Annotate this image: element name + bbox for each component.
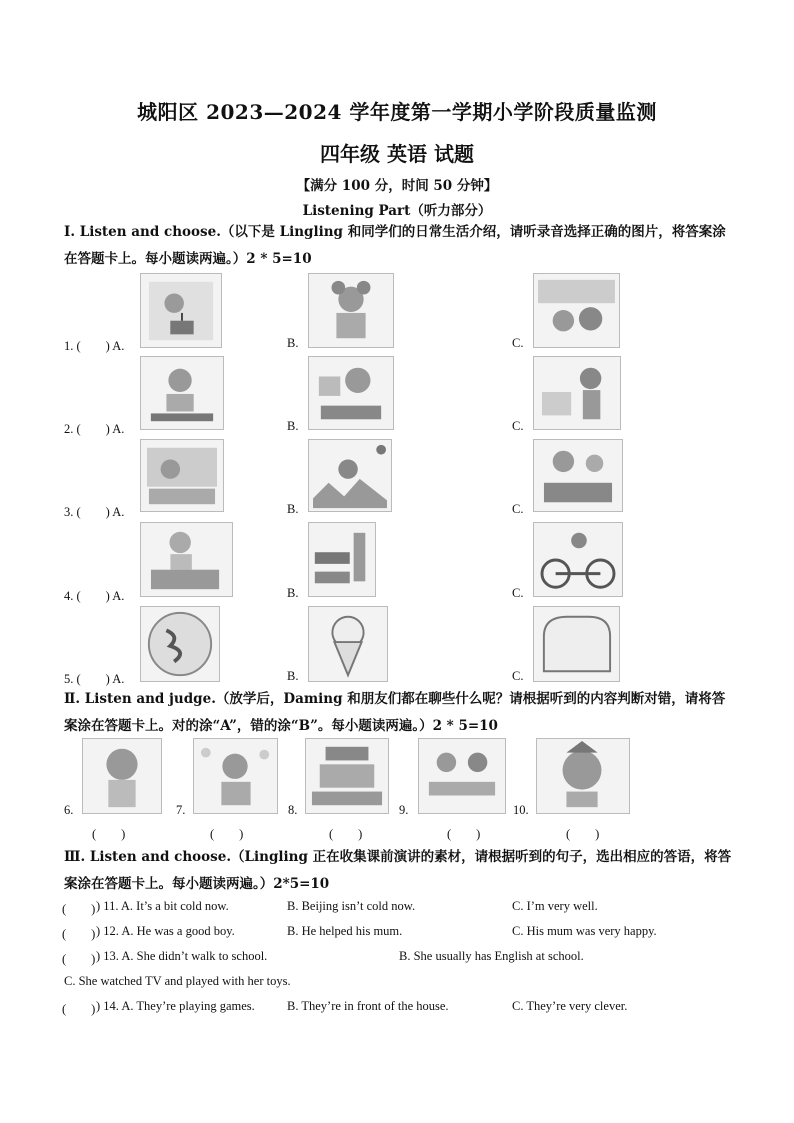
q3-label-b: B. [287,502,299,516]
q12-option-a: ) 12. A. He was a good boy. [96,924,235,938]
q2-picture-b [308,356,394,430]
q10-label: 10. [513,803,529,817]
score-time-note: 【满分 100 分，时间 50 分钟】 [296,178,498,194]
q7-label: 7. [176,803,186,817]
q10-answer-blank[interactable]: ( ) [566,827,600,841]
q14-answer-blank[interactable]: ( ) [62,1002,96,1016]
q3-label: 3. ( ) A. [64,505,125,519]
q4-picture-c [533,522,623,597]
q13-option-b: B. She usually has English at school. [399,949,584,963]
q11-option-b: B. Beijing isn’t cold now. [287,899,416,913]
q1-label-c: C. [512,336,524,350]
q5-picture-c [533,606,620,682]
q1-picture-b [308,273,394,348]
q4-picture-b [308,522,376,597]
q5-label: 5. ( ) A. [64,672,125,686]
q3-label-c: C. [512,502,524,516]
q12-option-c: C. His mum was very happy. [512,924,657,938]
listening-part-heading: Listening Part（听力部分） [302,203,492,219]
q7-answer-blank[interactable]: ( ) [210,827,244,841]
q11-option-a: ) 11. A. It’s a bit cold now. [96,899,229,913]
q12-answer-blank[interactable]: ( ) [62,927,96,941]
q1-label-b: B. [287,336,299,350]
q5-picture-a [140,606,220,682]
q1-label: 1. ( ) A. [64,339,125,353]
q3-picture-b [308,439,392,512]
q6-label: 6. [64,803,74,817]
q9-answer-blank[interactable]: ( ) [447,827,481,841]
q6-picture [82,738,162,814]
q2-label: 2. ( ) A. [64,422,125,436]
q4-label: 4. ( ) A. [64,589,125,603]
q13-answer-blank[interactable]: ( ) [62,952,96,966]
q13-option-a: ) 13. A. She didn’t walk to school. [96,949,268,963]
exam-title: 城阳区 2023—2024 学年度第一学期小学阶段质量监测 [137,100,657,124]
q6-answer-blank[interactable]: ( ) [92,827,126,841]
q9-label: 9. [399,803,409,817]
q2-label-b: B. [287,419,299,433]
q2-picture-a [140,356,224,430]
q5-picture-b [308,606,388,682]
q2-label-c: C. [512,419,524,433]
q1-picture-c [533,273,620,348]
q8-answer-blank[interactable]: ( ) [329,827,363,841]
q8-picture [305,738,389,814]
q1-picture-a [140,273,222,348]
q3-picture-a [140,439,224,512]
q14-option-c: C. They’re very clever. [512,999,628,1013]
section1-instruction: Ⅰ. Listen and choose.（以下是 Lingling 和同学们的日常生活介绍，请听录音选择正确的图片，将答案涂在答题卡上。每小题读两遍。）2 * 5=10 [64,224,726,267]
q2-picture-c [533,356,621,430]
q3-picture-c [533,439,623,512]
q4-picture-a [140,522,233,597]
q11-answer-blank[interactable]: ( ) [62,902,96,916]
q7-picture [193,738,278,814]
q4-label-c: C. [512,586,524,600]
q9-picture [418,738,506,814]
q5-label-b: B. [287,669,299,683]
q5-label-c: C. [512,669,524,683]
q12-option-b: B. He helped his mum. [287,924,403,938]
q10-picture [536,738,630,814]
q14-option-b: B. They’re in front of the house. [287,999,449,1013]
section2-instruction: Ⅱ. Listen and judge.（放学后，Daming 和朋友们都在聊些什么呢？请根据听到的内容判断对错，请将答案涂在答题卡上。对的涂“A”，错的涂“B”。每小题读两遍。）2 * 5=10 [64,691,726,734]
exam-subtitle: 四年级 英语 试题 [320,142,474,166]
q4-label-b: B. [287,586,299,600]
q14-option-a: ) 14. A. They’re playing games. [96,999,255,1013]
q11-option-c: C. I’m very well. [512,899,598,913]
q13-option-c: C. She watched TV and played with her toys. [64,974,291,988]
section3-instruction: Ⅲ. Listen and choose.（Lingling 正在收集课前演讲的素材，请根据听到的句子，选出相应的答语，将答案涂在答题卡上。每小题读两遍。）2*5=10 [64,849,732,892]
q8-label: 8. [288,803,298,817]
